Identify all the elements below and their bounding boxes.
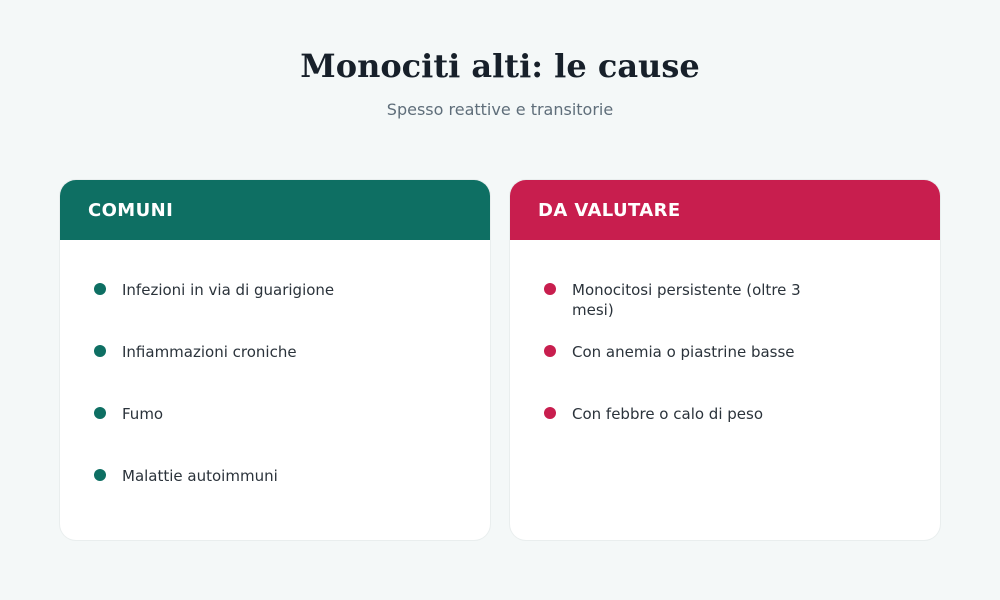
list-item-label: Infiammazioni croniche <box>122 343 297 361</box>
evaluate-causes-heading: DA VALUTARE <box>510 180 940 240</box>
common-causes-card <box>60 180 490 540</box>
bullet-dot-icon <box>94 283 106 295</box>
list-item-label: Infezioni in via di guarigione <box>122 281 335 299</box>
list-item-label: Malattie autoimmuni <box>122 467 278 485</box>
page-title: Monociti alti: le cause <box>300 47 700 85</box>
list-item-label: Fumo <box>122 405 164 423</box>
page-subtitle: Spesso reattive e transitorie <box>386 100 614 119</box>
bullet-dot-icon <box>544 345 556 357</box>
bullet-dot-icon <box>544 283 556 295</box>
bullet-dot-icon <box>94 469 106 481</box>
evaluate-causes-card <box>510 180 940 540</box>
bullet-dot-icon <box>94 407 106 419</box>
list-item-label: Con anemia o piastrine basse <box>572 343 795 361</box>
common-causes-heading: COMUNI <box>60 180 490 240</box>
bullet-dot-icon <box>544 407 556 419</box>
list-item-label: Con febbre o calo di peso <box>572 405 764 423</box>
list-item-label: Monocitosi persistente (oltre 3 mesi) <box>572 281 801 319</box>
bullet-dot-icon <box>94 345 106 357</box>
